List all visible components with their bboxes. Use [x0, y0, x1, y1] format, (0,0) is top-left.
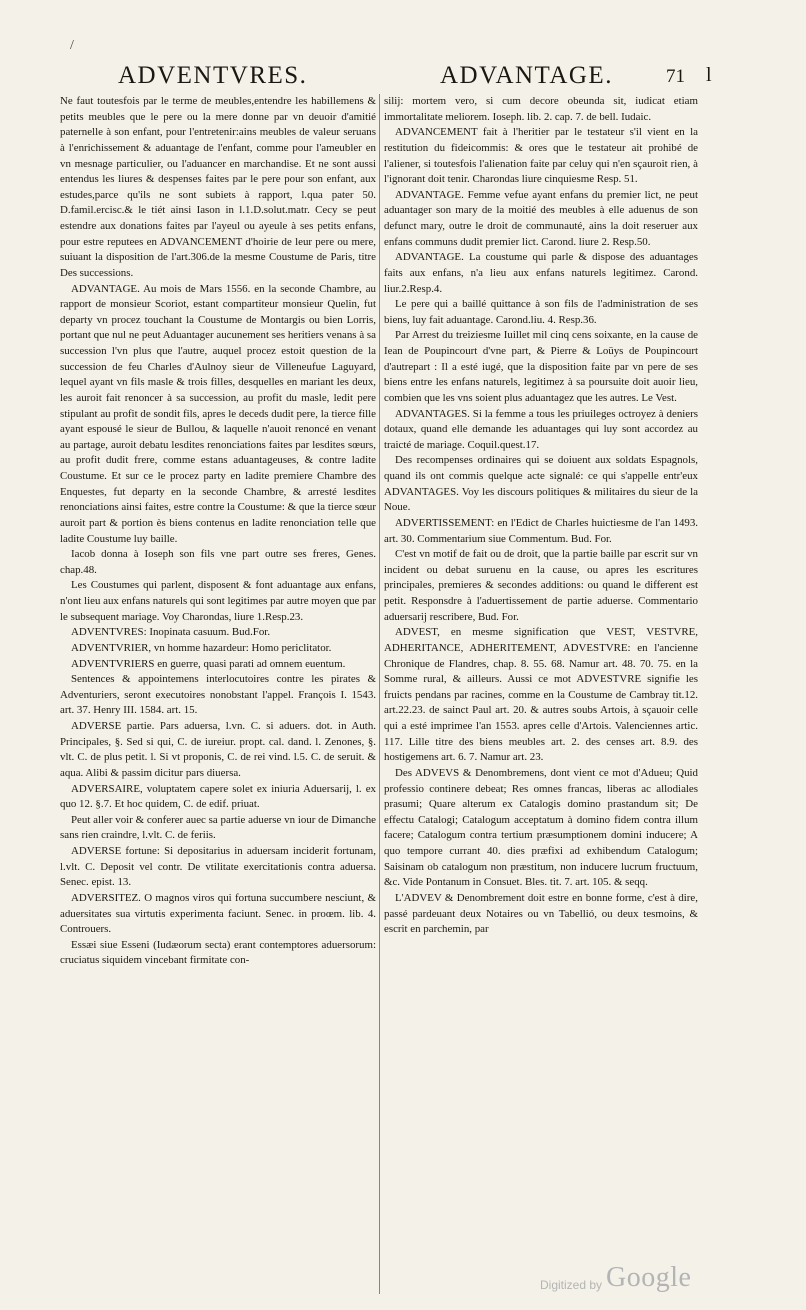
corner-mark: l — [706, 64, 712, 86]
right-column — [384, 94, 698, 938]
right-running-head: ADVANTAGE. — [440, 62, 613, 89]
paragraph: ADVENTVRES: Inopinata casuum. Bud.For. — [71, 626, 271, 639]
paragraph: Le pere qui a baillé quittance à son fils de l'administration de ses biens, luy fait aduantage. Carond.liu. 4. Resp.36. — [384, 298, 698, 326]
paragraph: ADVANTAGES. Si la femme a tous les priuileges octroyez à deniers dotaux, quand elle demande les aduantages qui luy sont accordez au traicté de mariage. Coquil.quest.17. — [384, 407, 698, 451]
paragraph: ADVANTAGE. La coustume qui parle & dispose des aduantages faits aux enfans, n'a lieu aux enfans naturels legitimez. Carond. liur.2.Resp.4. — [384, 251, 698, 295]
paragraph: Sentences & appointemens interlocutoires contre les pirates & Adventuriers, seront executoires nonobstant l'appel. François I. 1543. art. 37. Henry III. 1584. art. 15. — [60, 673, 376, 717]
paragraph: Ne faut toutesfois par le terme de meubles,entendre les habillemens & petits meubles que le pere ou la mere donne par vn deuoir d'amitié paternelle à son enfant, pour l'entretenir:ains meubles de valeur seruans à l'enrichissement & aduantage de l'enfant, comme pour l'ameubler en vn mesnage particulier, ou l'aduancer en marchandise. Et ne sont aussi entendus les liures & despenses faites par le pere pour son enfant, aux estudes,parce qu'ils ne sont subiets à rapport, l.qua pater 50. D.famil.ercisc.& le tiét ainsi Iason in l.1.D.solut.matr. Cecy se peut estendre aux donations faites par l'ayeul ou ayeule à ses petits enfans, pour estre reputees en ADVANCEMENT d'hoirie de leur pere ou mere, suiuant la disposition de l'art.306.de la mesme Coustume de Paris, titre Des successions. — [60, 95, 376, 279]
left-column — [60, 94, 376, 969]
paragraph: C'est vn motif de fait ou de droit, que la partie baille par escrit sur vn incident ou debat suruenu en la cause, ou apres les escritures principales, premieres & secondes additions: ou quand le different est petit. Responsdre à l'aduertissement de partie aduerse. Commentario aduersarij rescribere, Bud. For. — [384, 548, 698, 623]
paragraph: L'ADVEV & Denombrement doit estre en bonne forme, c'est à dire, passé pardeuant deux Notaires ou vn Tabellió, ou deux tesmoins, & escrit en parchemin, par — [384, 891, 698, 936]
paragraph: Par Arrest du treiziesme Iuillet mil cinq cens soixante, en la cause de Iean de Poupincourt d'vne part, & Pierre & Loüys de Poupincourt d'autrepart : Il a esté iugé, que la disposition faite par vn pere de ses biens entre les enfans naturels, legitimez à sa poursuite doit auoir lieu, combien que les vns soient plus aduantagez que les autres. Le Vest. — [384, 329, 698, 404]
paragraph: ADVERTISSEMENT: en l'Edict de Charles huictiesme de l'an 1493. art. 30. Commentarium siue Commentum. Bud. For. — [384, 516, 698, 545]
paragraph: ADVEST, en mesme signification que VEST, VESTVRE, ADHERITANCE, ADHERITEMENT, ADVESTVRE: en l'ancienne Chronique de Flandres, chap. 8. 55. 68. Namur art. 48. 70. 75. en la Somme rural, & ailleurs. Aussi ce mot ADVESTVRE signifie les fruicts pendans par racines, comme en la Coustume de Cambray tit.12. art.22.23. de sainct Paul art. 20. & autres soubs Artois, à sçauoir celle qui a esté imprimee l'an 1553. apres celle d'Artois. Valenciennes artic. 117. Lille titre des biens meubles art. 2. des censes art. 8.9. des hostigemens art. 6. 7. Namur art. 23. — [384, 626, 698, 764]
digitized-by-text: Digitized by — [540, 1278, 603, 1292]
paragraph: Iacob donna à Ioseph son fils vne part outre ses freres, Genes. chap.48. — [60, 548, 376, 576]
paragraph: ADVERSITEZ. O magnos viros qui fortuna succumbere nesciunt, & aduersitates sua virtutis experimenta faciunt. Senec. in proœm. lib. 4. Controuers. — [60, 891, 376, 936]
column-divider — [379, 94, 380, 1294]
paragraph: ADVENTVRIER, vn homme hazardeur: Homo periclitator. — [71, 641, 332, 654]
paragraph: Les Coustumes qui parlent, disposent & font aduantage aux enfans, n'ont lieu aux enfans naturels qui sont legitimes par autre moyen que par le subsequent mariage. Voy Charondas, liure 1.Resp.23. — [60, 579, 376, 623]
paragraph: ADVERSAIRE, voluptatem capere solet ex iniuria Aduersarij, l. ex quo 12. §.7. Et hoc quidem, C. de edif. priuat. — [60, 782, 376, 811]
paragraph: ADVANCEMENT fait à l'heritier par le testateur s'il vient en la restitution du fideicommis: & ores que le testateur ait prohibé de l'aliener, si toutesfois l'alienation faite par celuy qui n'en sçauroit rien, à l'ignorant doit tenir. Charondas liure cinquiesme Resp. 51. — [384, 126, 698, 186]
paragraph: Des recompenses ordinaires qui se doiuent aux soldats Espagnols, quand ils ont commis quelque acte signalé: ce qui s'appelle entr'eux ADVANTAGES. Voy les discours politiques & militaires du sieur de la Noue. — [384, 454, 698, 514]
left-running-head: ADVENTVRES. — [118, 62, 308, 89]
paragraph: ADVENTVRIERS en guerre, quasi parati ad omnem euentum. — [71, 657, 346, 670]
margin-mark: / — [70, 38, 74, 53]
paragraph: ADVERSE fortune: Si depositarius in aduersam inciderit fortunam, l.vlt. C. Deposit vel contr. De vtilitate exercitationis contra aduersa. Senec. epist. 13. — [60, 845, 376, 889]
paragraph: ADVERSE partie. Pars aduersa, l.vn. C. si aduers. dot. in Auth. Principales, §. Sed si qui, C. de iureiur. propt. cal. dand. l. Zenones, §. vlt. C. de plus petit. l. Si vt proponis, C. de rei vind. l.5. C. de seruit. & aqua. Alibi & passim dicitur pars diuersa. — [60, 720, 376, 779]
paragraph: silij: mortem vero, si cum decore obeunda sit, iudicat etiam immortalitate meliorem. Ioseph. lib. 2. cap. 7. de bell. Iudaic. — [384, 95, 698, 123]
paragraph: Des ADVEVS & Denombremens, dont vient ce mot d'Adueu; Quid professio continere debeat; Res omnes francas, liberas ac allodiales prasumi; Quare alterum ex Catalogis domino prastandum sit; De effectu Catalogi; Catalogum acceptatum à domino fidem contra illum facere; Catalogum contra tertium præsumptionem domini inducere; A quo tempore currant 40. dies præfixi ad exhibendum Catalogum; Saisinam ob catalogum non præstitum, non inducere lucrum fructuum, &c. Vide Pontanum in Consuet. Bles. tit. 7. art. 105. & seqq. — [384, 766, 698, 889]
paragraph: Essæi siue Esseni (Iudæorum secta) erant contemptores aduersorum: cruciatus siquidem vincebant firmitate con- — [60, 938, 376, 967]
paragraph: ADVANTAGE. Au mois de Mars 1556. en la seconde Chambre, au rapport de monsieur Scoriot, estant compartiteur monsieur Quelin, fut departy vn procez touchant la Coustume de Montargis ou bien Lorris, portant que nul ne peut Aduantager aucunement ses heritiers venans à sa succession l'vn plus que l'autre, auquel procez estoit question de la succession de feu Charles d'Aulnoy sieur de Villeneufue Laguyard, lequel ayant vn fils masle & trois filles, desquelles en mariant les deux, les auroit fait renoncer à sa succession, au profit du masle, ledit pere stipulant au profit de sondit fils, apres le deceds dudit pere, la tierce fille ayant espousé le sieur de Bullou, & laquelle n'auoit renoncé en venant au partage, auroit debatu lesdites renonciations faites par lesdites sœurs, au profit dudit frere, comme estans aduantageuses, & contre ladite Coustume. Et sur ce le procez party en ladite premiere Chambre des Enquestes, fut departy en la seconde Chambre, & arresté lesdites renonciations ainsi faites, estre contre la Coustume: & que la tierce sœur auroit part & portion ès biens contenus en ladite renonciation telle que ladite Coustume luy baille. — [60, 282, 376, 545]
page-number: 71 — [666, 66, 685, 87]
google-logo: Google — [606, 1262, 692, 1293]
paragraph: Peut aller voir & conferer auec sa partie aduerse vn iour de Dimanche sans rien craindre, l.vlt. C. de feriis. — [60, 813, 376, 842]
paragraph: ADVANTAGE. Femme vefue ayant enfans du premier lict, ne peut aduantager son mary de la moitié des meubles à elle aduenus de son defunct mary, outre le droit de communauté, ains la doit reseruer aux enfans communs dudit premier lict. Carond. liure 2. Resp.50. — [384, 188, 698, 248]
